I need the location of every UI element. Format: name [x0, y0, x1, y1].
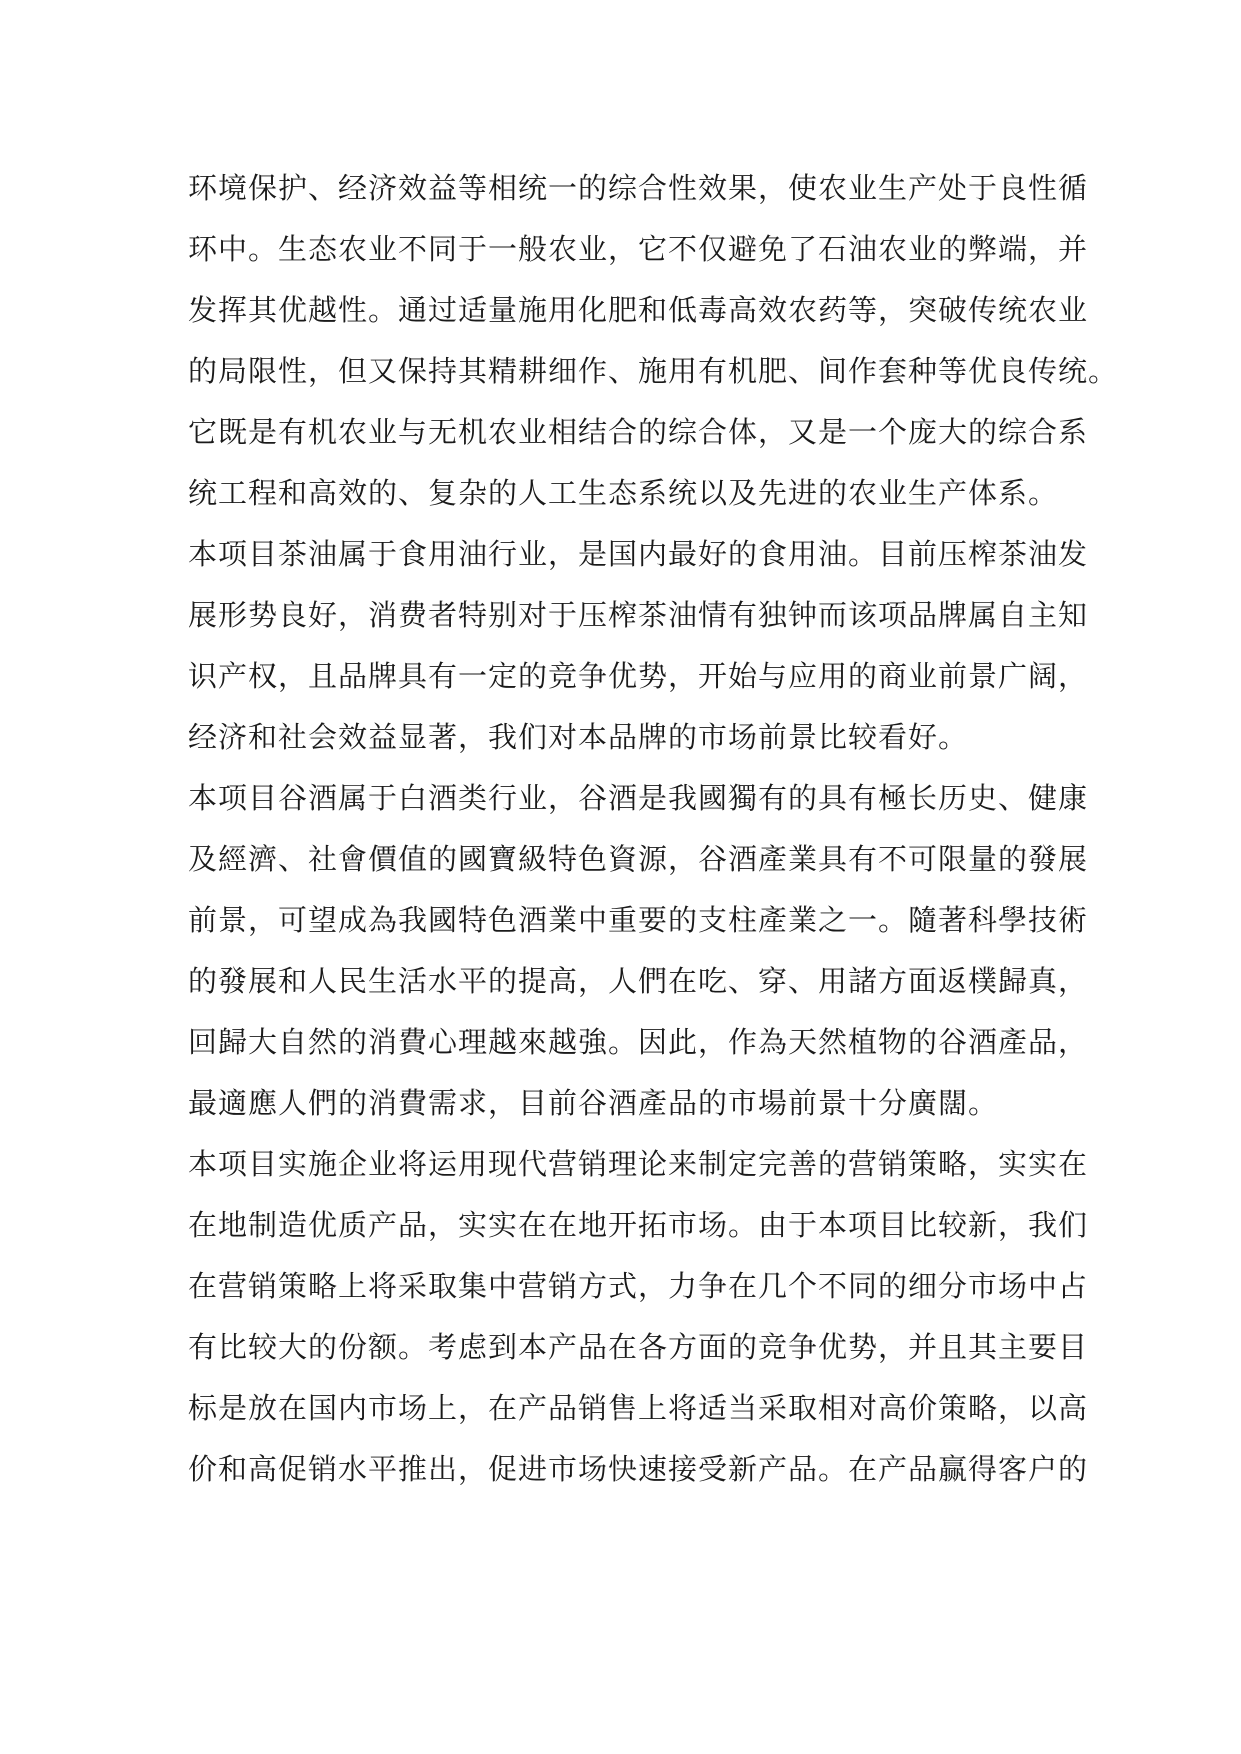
text-line: 发挥其优越性。通过适量施用化肥和低毒高效农药等，突破传统农业 — [188, 293, 1089, 327]
text-line: 它既是有机农业与无机农业相结合的综合体，又是一个庞大的综合系 — [188, 415, 1089, 449]
paragraph-ecological-agriculture — [188, 158, 1119, 524]
text-line: 及經濟、社會價值的國寶級特色資源，谷酒產業具有不可限量的發展 — [188, 842, 1089, 876]
text-line: 本项目谷酒属于白酒类行业，谷酒是我國獨有的具有極长历史、健康 — [188, 781, 1089, 815]
text-line: 本项目茶油属于食用油行业，是国内最好的食用油。目前压榨茶油发 — [188, 537, 1089, 571]
text-line: 统工程和高效的、复杂的人工生态系统以及先进的农业生产体系。 — [188, 476, 1059, 510]
text-line: 本项目实施企业将运用现代营销理论来制定完善的营销策略，实实在 — [188, 1147, 1089, 1181]
text-line: 识产权，且品牌具有一定的竞争优势，开始与应用的商业前景广阔， — [188, 659, 1089, 693]
text-line: 有比较大的份额。考虑到本产品在各方面的竞争优势，并且其主要目 — [188, 1330, 1089, 1364]
text-line: 环境保护、经济效益等相统一的综合性效果，使农业生产处于良性循 — [188, 171, 1089, 205]
text-line: 标是放在国内市场上，在产品销售上将适当采取相对高价策略，以高 — [188, 1391, 1089, 1425]
text-line: 前景，可望成為我國特色酒業中重要的支柱產業之一。隨著科學技術 — [188, 903, 1089, 937]
text-line: 价和高促销水平推出，促进市场快速接受新产品。在产品赢得客户的 — [188, 1452, 1089, 1486]
paragraph-grain-liquor — [188, 768, 1089, 1134]
text-line: 展形势良好，消费者特别对于压榨茶油情有独钟而该项品牌属自主知 — [188, 598, 1089, 632]
text-line: 的局限性，但又保持其精耕细作、施用有机肥、间作套种等优良传统。 — [188, 354, 1119, 388]
document-body — [188, 158, 1119, 1500]
text-line: 最適應人們的消費需求，目前谷酒產品的市場前景十分廣闊。 — [188, 1086, 999, 1120]
text-line: 的發展和人民生活水平的提高，人們在吃、穿、用諸方面返樸歸真， — [188, 964, 1089, 998]
text-line: 在地制造优质产品，实实在在地开拓市场。由于本项目比较新，我们 — [188, 1208, 1089, 1242]
text-line: 在营销策略上将采取集中营销方式，力争在几个不同的细分市场中占 — [188, 1269, 1089, 1303]
text-line: 环中。生态农业不同于一般农业，它不仅避免了石油农业的弊端，并 — [188, 232, 1089, 266]
text-line: 经济和社会效益显著，我们对本品牌的市场前景比较看好。 — [188, 720, 969, 754]
text-line: 回歸大自然的消費心理越來越強。因此，作為天然植物的谷酒產品， — [188, 1025, 1089, 1059]
paragraph-tea-oil — [188, 524, 1089, 768]
paragraph-marketing-strategy — [188, 1134, 1089, 1500]
